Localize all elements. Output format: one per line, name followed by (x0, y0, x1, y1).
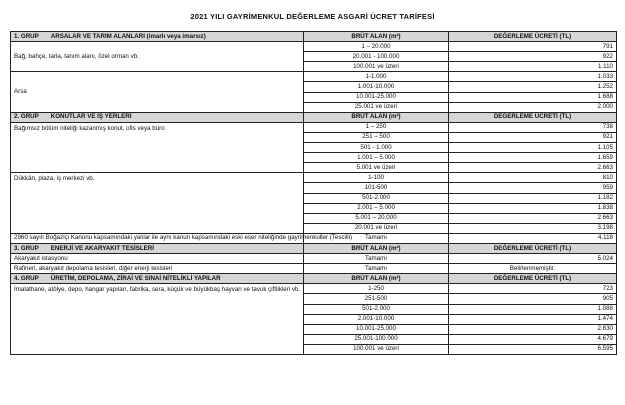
fee-cell: 2.663 (449, 163, 617, 173)
area-range-cell: 10.001-25.000 (304, 324, 449, 334)
fee-cell: 5.024 (449, 254, 617, 264)
area-range-cell: 1-100 (304, 173, 449, 183)
category-description: Akaryakıt istasyonu (11, 254, 304, 264)
area-column-header: BRÜT ALAN (m²) (304, 32, 449, 42)
area-column-header: BRÜT ALAN (m²) (304, 243, 449, 253)
area-range-cell: 1-1.000 (304, 72, 449, 82)
category-description: Arsa (11, 72, 304, 112)
fee-cell: 1.659 (449, 153, 617, 163)
group-title (14, 33, 300, 41)
category-description: İmalathane, atölye, depo, hangar yapıları, fabrika, sera, küçük ve büyükbaş hayvan ve tavuk çiftlikleri vb. (11, 284, 304, 355)
area-range-cell: 1 – 250 (304, 122, 449, 132)
area-range-cell: 501 - 1.000 (304, 143, 449, 153)
group-code: 1. GRUP (14, 32, 39, 40)
group-title-cell (11, 274, 304, 284)
area-range-cell: 10.001-25.000 (304, 92, 449, 102)
group-name: ÜRETİM, DEPOLAMA, ZİRAİ VE SINAİ NİTELİKLİ YAPILAR (50, 274, 221, 282)
table-row (11, 173, 617, 183)
category-description: Rafineri, akaryakıt depolama tesisleri, diğer enerji tesisleri (11, 264, 304, 274)
category-description: Dükkân, plaza, iş merkezi vb. (11, 173, 304, 234)
fee-cell: 2.663 (449, 213, 617, 223)
fee-column-header: DEĞERLEME ÜCRETİ (TL) (449, 274, 617, 284)
fee-cell: 1.474 (449, 314, 617, 324)
area-range-cell: 1.001 – 5.000 (304, 153, 449, 163)
fee-cell: 4.118 (449, 233, 617, 243)
area-range-cell: 20.001 - 100.000 (304, 52, 449, 62)
area-range-cell: 501-2.000 (304, 193, 449, 203)
area-column-header: BRÜT ALAN (m²) (304, 274, 449, 284)
fee-cell: 922 (449, 52, 617, 62)
area-range-cell: 1 – 20.000 (304, 42, 449, 52)
tariff-table (10, 31, 617, 355)
area-range-cell: 2.001-10.000 (304, 314, 449, 324)
group-code: 3. GRUP (14, 244, 39, 252)
group-title-cell (11, 32, 304, 42)
group-title (14, 245, 300, 253)
fee-cell: 921 (449, 132, 617, 142)
document-title: 2021 YILI GAYRİMENKUL DEĞERLEME ASGARİ ÜCRET TARİFESİ (190, 12, 435, 21)
fee-column-header: DEĞERLEME ÜCRETİ (TL) (449, 32, 617, 42)
group-name: KONUTLAR VE İŞ YERLERİ (50, 113, 132, 121)
group-header-row (11, 274, 617, 284)
group-header-row (11, 32, 617, 42)
group-code: 4. GRUP (14, 274, 39, 282)
fee-cell: 1.838 (449, 203, 617, 213)
fee-cell: 791 (449, 42, 617, 52)
category-description: 2960 sayılı Boğaziçi Kanunu kapsamındaki yalılar ile aynı kanun kapsamındaki eski eser niteliğinde gayrimenkuller (Tescilli) (11, 233, 304, 243)
area-range-cell: 1-250 (304, 284, 449, 294)
area-range-cell: 25.001 ve üzeri (304, 102, 449, 112)
table-row (11, 233, 617, 243)
area-range-cell: 2.001 – 5.000 (304, 203, 449, 213)
group-title-cell (11, 243, 304, 253)
group-code: 2. GRUP (14, 113, 39, 121)
fee-cell: 959 (449, 183, 617, 193)
group-header-row (11, 243, 617, 253)
fee-cell: 4.679 (449, 334, 617, 344)
table-row (11, 72, 617, 82)
fee-cell: 6.595 (449, 344, 617, 354)
category-description: Bağ, bahçe, tarla, tanım alanı, özel orman vb. (11, 42, 304, 72)
fee-cell: 723 (449, 284, 617, 294)
area-range-cell: 25.001-100.000 (304, 334, 449, 344)
fee-cell: 810 (449, 173, 617, 183)
group-title-cell (11, 112, 304, 122)
table-row (11, 42, 617, 52)
fee-cell: 3.198 (449, 223, 617, 233)
fee-column-header: DEĞERLEME ÜCRETİ (TL) (449, 112, 617, 122)
group-name: ARSALAR VE TARIM ALANLARI (imarlı veya imarsız) (50, 32, 206, 40)
table-row (11, 254, 617, 264)
area-range-cell: 101-500 (304, 183, 449, 193)
area-range-cell: 251 – 500 (304, 132, 449, 142)
table-row (11, 122, 617, 132)
area-range-cell: 1.001-10.000 (304, 82, 449, 92)
area-range-cell: Tamamı (304, 264, 449, 274)
area-range-cell: 5.001 ve üzeri (304, 163, 449, 173)
fee-cell: 2.830 (449, 324, 617, 334)
table-row (11, 264, 617, 274)
area-range-cell: Tamamı (304, 254, 449, 264)
fee-cell: 1.252 (449, 82, 617, 92)
fee-cell: 2.000 (449, 102, 617, 112)
group-header-row (11, 112, 617, 122)
fee-cell: Belirlenmemiştir. (449, 264, 617, 274)
category-description: Bağımsız bölüm niteliği kazanmış konut, ofis veya büro (11, 122, 304, 172)
area-range-cell: 100.001 ve üzeri (304, 344, 449, 354)
fee-cell: 1.105 (449, 143, 617, 153)
tariff-table-body (11, 32, 617, 355)
fee-cell: 1.088 (449, 304, 617, 314)
area-range-cell: Tamamı (304, 233, 449, 243)
area-range-cell: 251-500 (304, 294, 449, 304)
area-range-cell: 20.001 ve üzeri (304, 223, 449, 233)
fee-cell: 1.110 (449, 62, 617, 72)
area-range-cell: 501-2.000 (304, 304, 449, 314)
fee-cell: 1.033 (449, 72, 617, 82)
fee-cell: 1.182 (449, 193, 617, 203)
group-title (14, 113, 300, 121)
fee-cell: 738 (449, 122, 617, 132)
area-range-cell: 5.001 – 20.000 (304, 213, 449, 223)
area-column-header: BRÜT ALAN (m²) (304, 112, 449, 122)
fee-cell: 905 (449, 294, 617, 304)
fee-cell: 1.688 (449, 92, 617, 102)
table-row (11, 284, 617, 294)
group-name: ENERJİ VE AKARYAKIT TESİSLERİ (50, 244, 154, 252)
fee-column-header: DEĞERLEME ÜCRETİ (TL) (449, 243, 617, 253)
group-title (14, 275, 300, 283)
area-range-cell: 100.001 ve üzeri (304, 62, 449, 72)
